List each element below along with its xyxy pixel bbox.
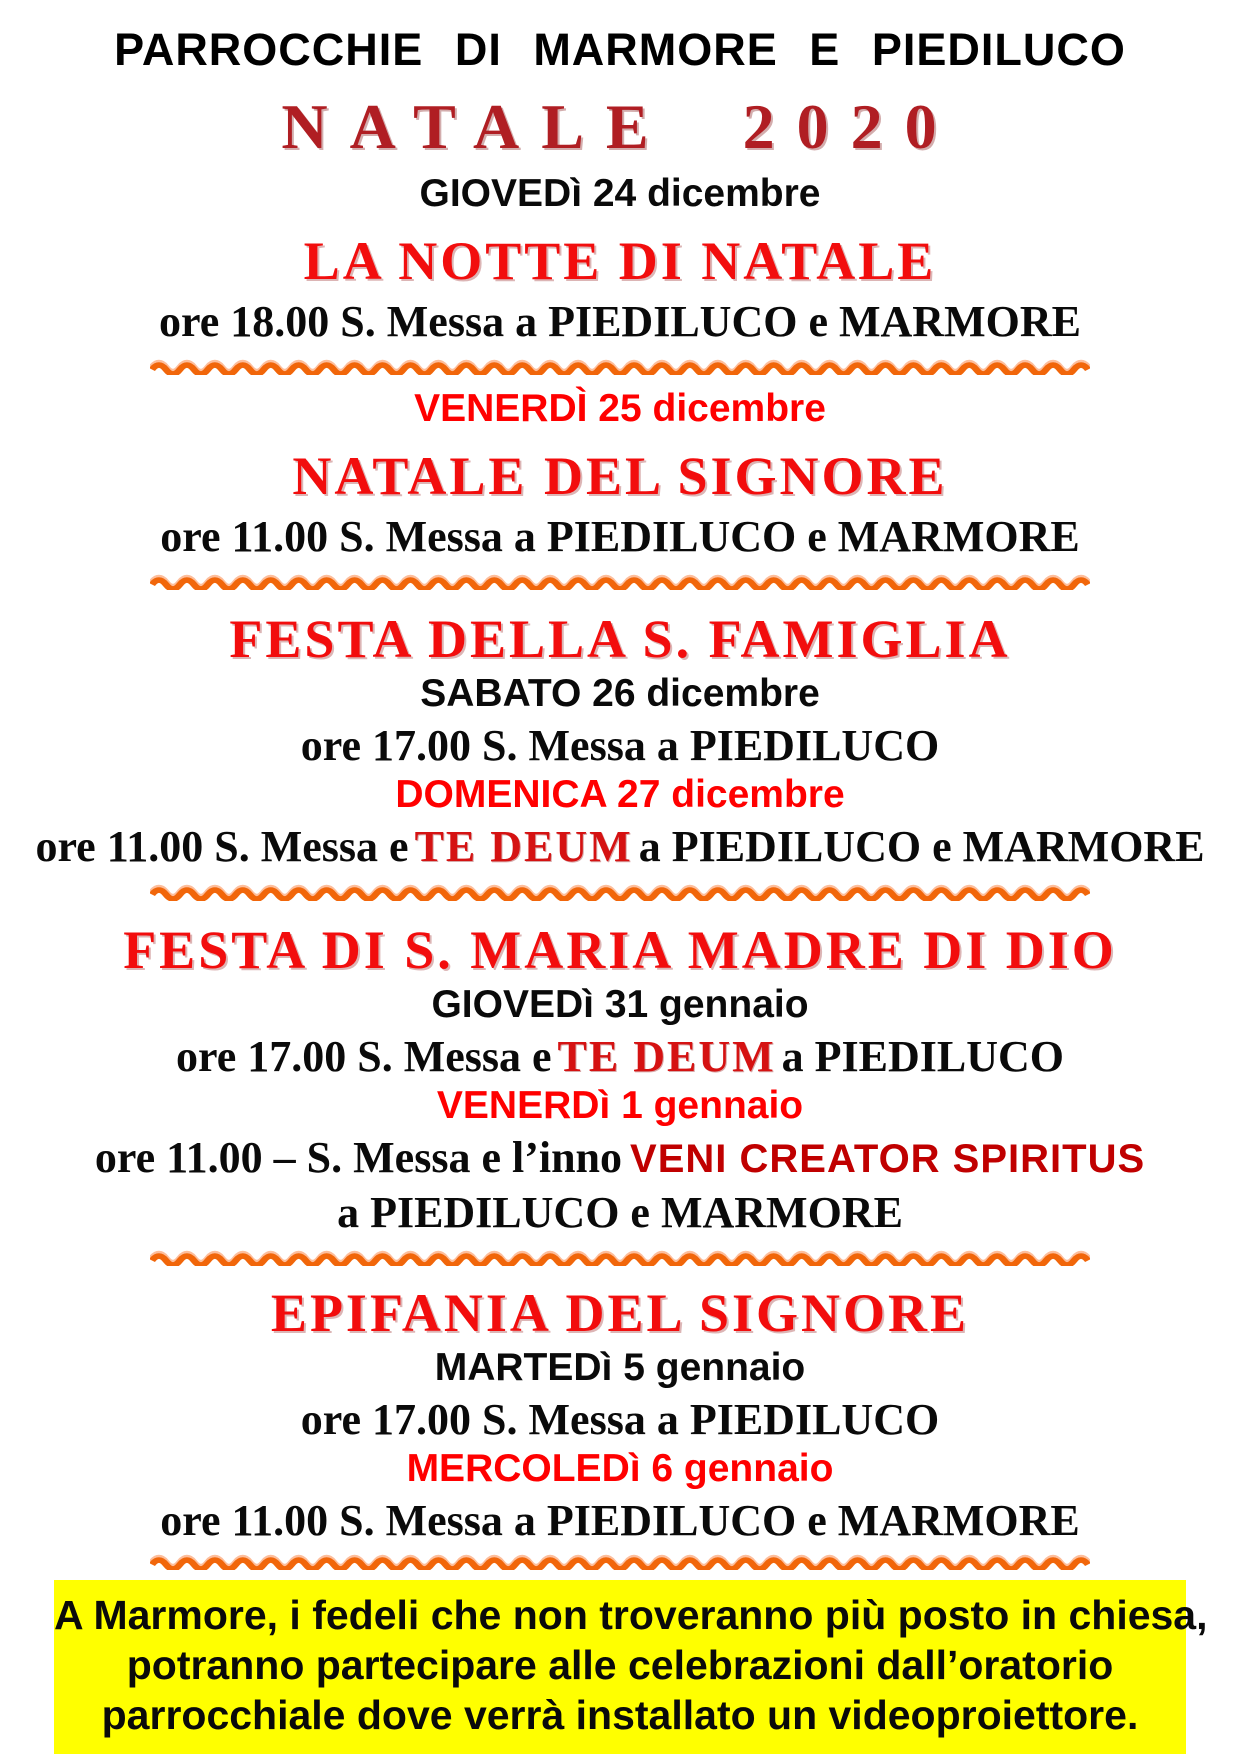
event-date-26-dicembre: SABATO 26 dicembre [420, 672, 820, 716]
schedule-line-25-dicembre: ore 11.00 S. Messa a PIEDILUCO e MARMORE [160, 512, 1080, 562]
natale-2020-title: NATALE 2020 [281, 91, 959, 162]
event-date-6-gennaio: MERCOLEDì 6 gennaio [406, 1446, 834, 1490]
notice-box [54, 1580, 1208, 1754]
page-title: PARROCCHIE DI MARMORE E PIEDILUCO [114, 24, 1126, 75]
schedule-line-6-gennaio: ore 11.00 S. Messa a PIEDILUCO e MARMORE [160, 1495, 1080, 1545]
event-date-31-gennaio: GIOVEDì 31 gennaio [431, 982, 809, 1026]
schedule-text: ore 11.00 – S. Messa e l’inno [94, 1132, 623, 1182]
notice-line: parrocchiale dove verrà installato un videoproiettore. [101, 1691, 1139, 1738]
notice-line: A Marmore, i fedeli che non troveranno più posto in chiesa, [54, 1591, 1208, 1638]
schedule-text: a PIEDILUCO [781, 1031, 1065, 1081]
wavy-divider [150, 1554, 1090, 1570]
te-deum-hymn-label: TE DEUM [557, 1031, 776, 1081]
event-date-24-dicembre: GIOVEDì 24 dicembre [419, 172, 821, 215]
veni-creator-spiritus-label: VENI CREATOR SPIRITUS [630, 1136, 1146, 1181]
event-heading-epifania: EPIFANIA DEL SIGNORE [270, 1282, 970, 1343]
schedule-line-1-gennaio [95, 1132, 1145, 1183]
schedule-line-31-gennaio [176, 1031, 1064, 1082]
wavy-divider [150, 359, 1090, 375]
event-date-27-dicembre: DOMENICA 27 dicembre [395, 773, 845, 817]
notice-line: potranno partecipare alle celebrazioni dall’oratorio [126, 1641, 1114, 1688]
schedule-line-26-dicembre: ore 17.00 S. Messa a PIEDILUCO [300, 721, 940, 771]
event-heading-notte-di-natale: LA NOTTE DI NATALE [303, 231, 937, 291]
wavy-divider [150, 574, 1090, 590]
event-heading-festa-s-maria: FESTA DI S. MARIA MADRE DI DIO [123, 919, 1117, 980]
schedule-text: ore 17.00 S. Messa e [175, 1031, 552, 1081]
schedule-line-27-dicembre [35, 821, 1204, 872]
schedule-line-5-gennaio: ore 17.00 S. Messa a PIEDILUCO [300, 1394, 940, 1444]
schedule-line-24-dicembre: ore 18.00 S. Messa a PIEDILUCO e MARMORE [159, 297, 1081, 346]
event-heading-natale-del-signore: NATALE DEL SIGNORE [292, 446, 948, 507]
schedule-text: a PIEDILUCO e MARMORE [638, 822, 1205, 872]
event-date-5-gennaio: MARTEDì 5 gennaio [434, 1345, 806, 1389]
event-heading-festa-s-famiglia: FESTA DELLA S. FAMIGLIA [229, 609, 1011, 670]
wavy-divider [150, 884, 1090, 900]
te-deum-hymn-label: TE DEUM [414, 822, 633, 872]
schedule-text: ore 11.00 S. Messa e [35, 822, 409, 872]
event-date-1-gennaio: VENERDì 1 gennaio [436, 1083, 804, 1127]
wavy-divider [150, 1250, 1090, 1266]
event-date-25-dicembre: VENERDÌ 25 dicembre [414, 387, 826, 431]
schedule-line-1-gennaio-cont: a PIEDILUCO e MARMORE [337, 1187, 903, 1237]
